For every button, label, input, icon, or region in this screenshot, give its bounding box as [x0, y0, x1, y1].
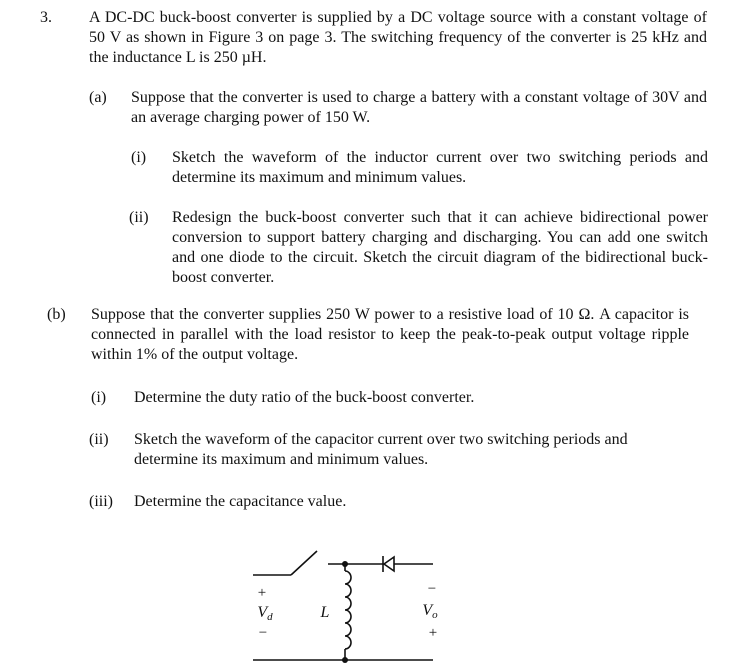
vd-minus-sign: −: [258, 625, 268, 641]
inductor-icon: [345, 571, 351, 649]
part-a-text: Suppose that the converter is used to charge a battery with a constant voltage of 30V and an average charging power of 150 W.: [131, 89, 707, 126]
part-a-ii-text: Redesign the buck-boost converter such that it can achieve bidirectional power conversion to support battery charging and discharging. You can add one switch and one diode to the circuit. Sketch the circuit diagram of the bidirectional buck-boost converter.: [172, 209, 708, 286]
vo-label: Vo: [422, 602, 438, 621]
part-b-iii-text: Determine the capacitance value.: [134, 493, 347, 510]
part-b-ii-text: Sketch the waveform of the capacitor current over two switching periods and determine its maximum and minimum values.: [134, 431, 628, 468]
part-a-ii-label: (ii): [129, 209, 149, 226]
bottom-junction-dot: [342, 657, 348, 663]
switch-icon: [291, 551, 317, 575]
question-intro: A DC-DC buck-boost converter is supplied by a DC voltage source with a constant voltage of 50 V as shown in Figure 3 on page 3. The switching frequency of the converter is 25 kHz and the inductance L is 250 µH.: [89, 9, 707, 66]
top-junction-dot: [342, 561, 348, 567]
part-b-i-text: Determine the duty ratio of the buck-boost converter.: [134, 389, 475, 406]
vd-label: Vd: [257, 604, 273, 623]
diode-icon: [384, 557, 394, 571]
vo-minus-sign: −: [427, 581, 437, 597]
part-a-label: (a): [89, 89, 107, 106]
question-number: 3.: [40, 9, 52, 26]
part-a-i-text: Sketch the waveform of the inductor current over two switching periods and determine its maximum and minimum values.: [172, 149, 708, 186]
part-a-i-label: (i): [131, 149, 147, 166]
vd-plus-sign: +: [257, 585, 267, 601]
part-b-i-label: (i): [91, 389, 107, 406]
inductor-label: L: [320, 604, 330, 621]
part-b-text: Suppose that the converter supplies 250 W power to a resistive load of 10 Ω. A capacitor is connected in parallel with the load resistor to keep the peak-to-peak output voltage ripple within 1% of the output voltage.: [91, 306, 689, 363]
part-b-iii-label: (iii): [89, 493, 113, 510]
part-b-label: (b): [47, 306, 66, 323]
part-b-ii-label: (ii): [89, 431, 109, 448]
vo-plus-sign: +: [428, 625, 438, 641]
